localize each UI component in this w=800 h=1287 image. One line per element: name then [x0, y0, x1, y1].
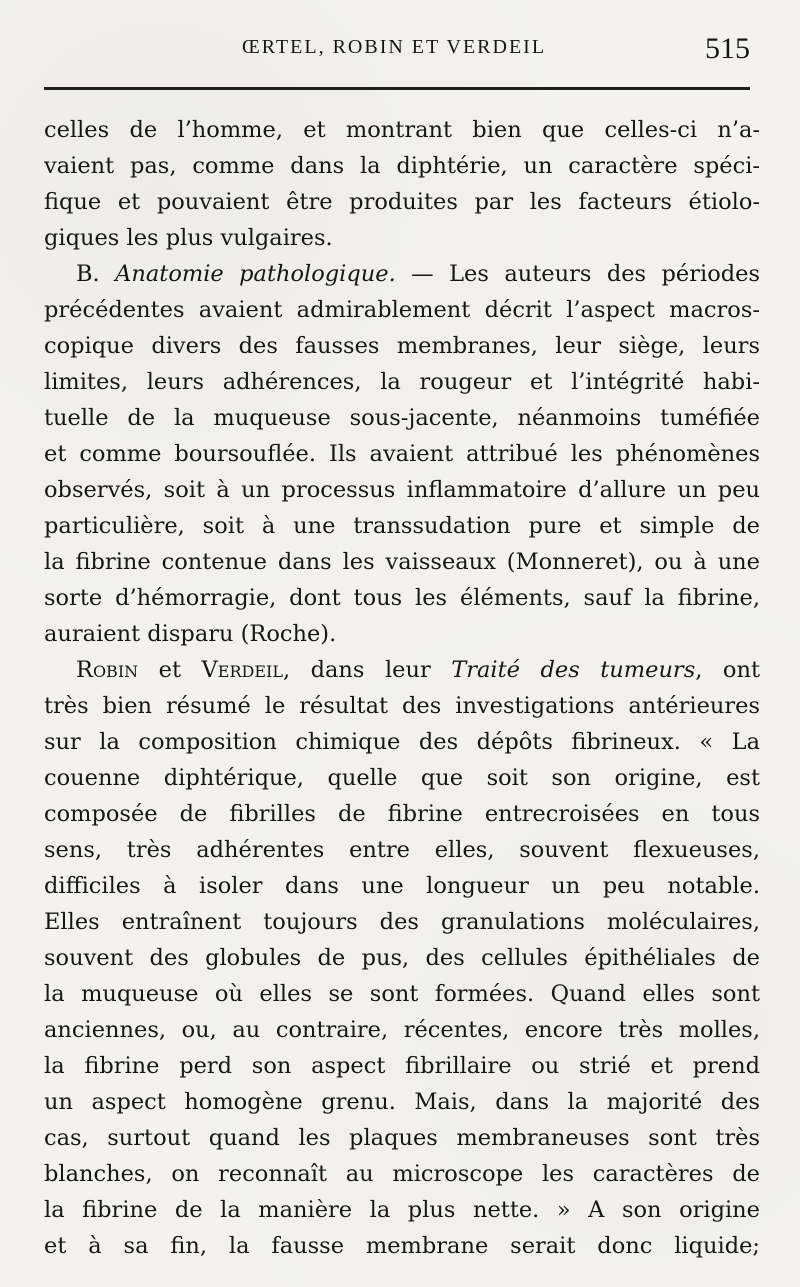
text-segment: giques les plus vulgaires. — [44, 225, 333, 251]
text-line — [44, 904, 760, 940]
text-segment: la muqueuse où elles se sont formées. Quand elles sont — [44, 981, 760, 1007]
text-segment: la fibrine perd son aspect fibrillaire ou strié et prend — [44, 1053, 760, 1079]
text-segment: sorte d’hémorragie, dont tous les éléments, sauf la fibrine, — [44, 585, 760, 611]
text-line — [44, 508, 760, 544]
text-segment: souvent des globules de pus, des cellules épithéliales de — [44, 945, 760, 971]
text-segment: particulière, soit à une transsudation pure et simple de — [44, 513, 760, 539]
text-segment: auraient disparu (Roche). — [44, 621, 337, 647]
text-line — [44, 724, 760, 760]
text-segment: et comme boursouflée. Ils avaient attribué les phénomènes — [44, 441, 760, 467]
text-segment: tuelle de la muqueuse sous-jacente, néanmoins tuméfiée — [44, 405, 760, 431]
text-line — [44, 940, 760, 976]
text-line — [44, 976, 760, 1012]
text-line — [44, 1048, 760, 1084]
text-line — [44, 472, 760, 508]
text-line — [44, 148, 760, 184]
text-segment: la fibrine contenue dans les vaisseaux (Monneret), ou à une — [44, 549, 760, 575]
text-line — [44, 760, 760, 796]
text-line — [44, 220, 760, 256]
text-line — [44, 112, 760, 148]
small-caps-text: Robin — [76, 657, 139, 683]
text-line — [44, 1192, 760, 1228]
running-head: ŒRTEL, ROBIN ET VERDEIL — [242, 36, 547, 58]
text-line — [44, 364, 760, 400]
text-segment: difficiles à isoler dans une longueur un peu notable. — [44, 873, 760, 899]
text-line — [44, 1156, 760, 1192]
text-segment: cas, surtout quand les plaques membraneuses sont très — [44, 1125, 760, 1151]
text-segment: , ont — [695, 657, 760, 683]
text-line — [44, 1012, 760, 1048]
page-header — [44, 28, 754, 88]
text-line — [44, 796, 760, 832]
text-line — [44, 652, 760, 688]
italic-text: Anatomie pathologique. — [115, 261, 396, 287]
body-text — [44, 112, 760, 1264]
text-line — [44, 400, 760, 436]
text-segment: sens, très adhérentes entre elles, souvent flexueuses, — [44, 837, 760, 863]
text-segment: sur la composition chimique des dépôts fibrineux. « La — [44, 729, 760, 755]
text-line — [44, 184, 760, 220]
text-line — [44, 1120, 760, 1156]
header-rule — [44, 87, 750, 90]
text-segment: limites, leurs adhérences, la rougeur et l’intégrité habi- — [44, 369, 760, 395]
text-line — [44, 688, 760, 724]
text-segment: — Les auteurs des périodes — [395, 261, 760, 287]
text-segment: B. — [76, 261, 116, 287]
text-segment: observés, soit à un processus inflammatoire d’allure un peu — [44, 477, 760, 503]
text-line — [44, 616, 760, 652]
text-line — [44, 292, 760, 328]
text-segment: un aspect homogène grenu. Mais, dans la majorité des — [44, 1089, 760, 1115]
text-segment: très bien résumé le résultat des investigations antérieures — [44, 693, 760, 719]
small-caps-text: Verdeil — [201, 657, 283, 683]
text-segment: la fibrine de la manière la plus nette. » A son origine — [44, 1197, 760, 1223]
text-segment: blanches, on reconnaît au microscope les caractères de — [44, 1161, 760, 1187]
text-segment: copique divers des fausses membranes, leur siège, leurs — [44, 333, 760, 359]
text-line — [44, 868, 760, 904]
text-line — [44, 328, 760, 364]
text-segment: anciennes, ou, au contraire, récentes, encore très molles, — [44, 1017, 760, 1043]
italic-text: Traité des tumeurs — [451, 657, 696, 683]
text-segment: et à sa fin, la fausse membrane serait donc liquide; — [44, 1233, 760, 1259]
text-segment: couenne diphtérique, quelle que soit son origine, est — [44, 765, 760, 791]
text-segment: précédentes avaient admirablement décrit l’aspect macros- — [44, 297, 760, 323]
text-line — [44, 1228, 760, 1264]
text-segment: et — [138, 657, 202, 683]
text-line — [44, 1084, 760, 1120]
text-segment: composée de fibrilles de fibrine entrecroisées en tous — [44, 801, 760, 827]
page-number: 515 — [705, 32, 750, 65]
text-line — [44, 580, 760, 616]
text-segment: Elles entraînent toujours des granulations moléculaires, — [44, 909, 760, 935]
text-line — [44, 256, 760, 292]
text-segment: vaient pas, comme dans la diphtérie, un caractère spéci- — [44, 153, 760, 179]
text-segment: celles de l’homme, et montrant bien que celles-ci n’a- — [44, 117, 760, 143]
text-line — [44, 436, 760, 472]
text-segment: , dans leur — [282, 657, 452, 683]
text-line — [44, 544, 760, 580]
text-segment: fique et pouvaient être produites par les facteurs étiolo- — [44, 189, 760, 215]
text-line — [44, 832, 760, 868]
